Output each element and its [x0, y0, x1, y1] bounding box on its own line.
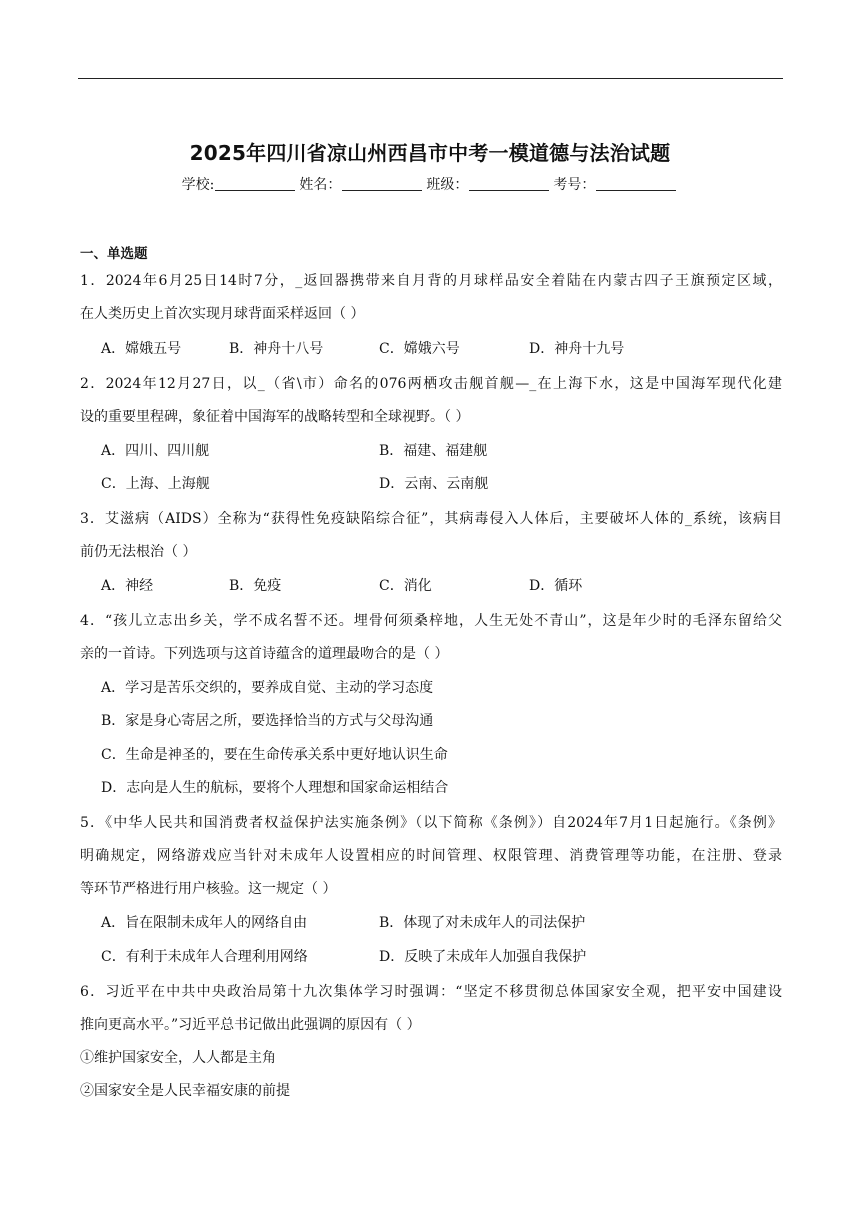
school-blank[interactable]: [215, 177, 295, 191]
question-2-option-a[interactable]: A．四川、四川舰: [101, 443, 210, 459]
question-5-line-1: 5．《中华人民共和国消费者权益保护法实施条例》（以下简称《条例》）自2024年7月1日起施行。《条例》: [80, 815, 782, 831]
exam-number-field[interactable]: [553, 174, 678, 194]
question-3-option-b[interactable]: B．免疫: [229, 578, 282, 594]
question-4-line-2: 亲的一首诗。下列选项与这首诗蕴含的道理最吻合的是（ ）: [80, 646, 449, 662]
question-5-option-b[interactable]: B．体现了对未成年人的司法保护: [379, 915, 586, 931]
question-1-line-1: 1．2024年6月25日14时7分，_返回器携带来自月背的月球样品安全着陆在内蒙古四子王旗预定区域，: [80, 273, 782, 289]
question-3-line-2: 前仍无法根治（ ）: [80, 544, 197, 560]
school-field[interactable]: [182, 174, 298, 194]
question-1-option-a[interactable]: A．嫦娥五号: [101, 341, 182, 357]
question-4-option-b[interactable]: B．家是身心寄居之所，要选择恰当的方式与父母沟通: [101, 713, 434, 729]
question-4-option-c[interactable]: C．生命是神圣的，要在生命传承关系中更好地认识生命: [101, 747, 448, 763]
question-3-option-c[interactable]: C．消化: [379, 578, 432, 594]
question-3-option-a[interactable]: A．神经: [101, 578, 154, 594]
question-6-line-1: 6．习近平在中共中央政治局第十九次集体学习时强调：“坚定不移贯彻总体国家安全观，把平安中国建设: [80, 984, 782, 1000]
name-label: 姓名：: [299, 177, 342, 193]
question-2-option-d[interactable]: D．云南、云南舰: [379, 476, 489, 492]
exam-number-blank[interactable]: [596, 177, 676, 191]
question-6-statement-1: ①维护国家安全，人人都是主角: [80, 1050, 276, 1066]
school-label: 学校:: [181, 177, 215, 193]
question-2-option-b[interactable]: B．福建、福建舰: [379, 443, 488, 459]
class-blank[interactable]: [469, 177, 549, 191]
question-3-line-1: 3．艾滋病（AIDS）全称为“获得性免疫缺陷综合征”，其病毒侵入人体后，主要破坏人体的_系统，该病目: [80, 511, 782, 527]
question-6-statement-2: ②国家安全是人民幸福安康的前提: [80, 1083, 290, 1099]
header-rule: [78, 78, 783, 79]
section-title: 一、单选题: [80, 246, 148, 262]
question-6-line-2: 推向更高水平。”习近平总书记做出此强调的原因有（ ）: [80, 1017, 421, 1033]
question-3-option-d[interactable]: D．循环: [529, 578, 583, 594]
name-field[interactable]: [299, 174, 424, 194]
question-1-option-d[interactable]: D．神舟十九号: [529, 341, 625, 357]
question-1-line-2: 在人类历史上首次实现月球背面采样返回（ ）: [80, 306, 365, 322]
question-5-line-3: 等环节严格进行用户核验。这一规定（ ）: [80, 881, 337, 897]
class-label: 班级：: [426, 177, 469, 193]
question-5-option-d[interactable]: D．反映了未成年人加强自我保护: [379, 949, 587, 965]
question-4-option-d[interactable]: D．志向是人生的航标，要将个人理想和国家命运相结合: [101, 780, 449, 796]
page-title: 2025年四川省凉山州西昌市中考一模道德与法治试题: [189, 141, 671, 165]
question-1-option-b[interactable]: B．神舟十八号: [229, 341, 324, 357]
question-2-line-1: 2．2024年12月27日，以_（省\市）命名的076两栖攻击舰首舰—_在上海下水，这是中国海军现代化建: [80, 376, 782, 392]
question-5-option-a[interactable]: A．旨在限制未成年人的网络自由: [101, 915, 308, 931]
question-1-option-c[interactable]: C．嫦娥六号: [379, 341, 460, 357]
question-5-option-c[interactable]: C．有利于未成年人合理利用网络: [101, 949, 308, 965]
question-2-line-2: 设的重要里程碑，象征着中国海军的战略转型和全球视野。（ ）: [80, 409, 470, 425]
name-blank[interactable]: [342, 177, 422, 191]
student-info-row: [0, 174, 860, 194]
question-5-line-2: 明确规定，网络游戏应当针对未成年人设置相应的时间管理、权限管理、消费管理等功能，在注册、登录: [80, 848, 782, 864]
question-4-option-a[interactable]: A．学习是苦乐交织的，要养成自觉、主动的学习态度: [101, 680, 434, 696]
question-4-line-1: 4．“孩儿立志出乡关，学不成名誓不还。埋骨何须桑梓地，人生无处不青山”，这是年少时的毛泽东留给父: [80, 613, 782, 629]
question-2-option-c[interactable]: C．上海、上海舰: [101, 476, 210, 492]
class-field[interactable]: [426, 174, 551, 194]
exam-number-label: 考号：: [553, 177, 596, 193]
